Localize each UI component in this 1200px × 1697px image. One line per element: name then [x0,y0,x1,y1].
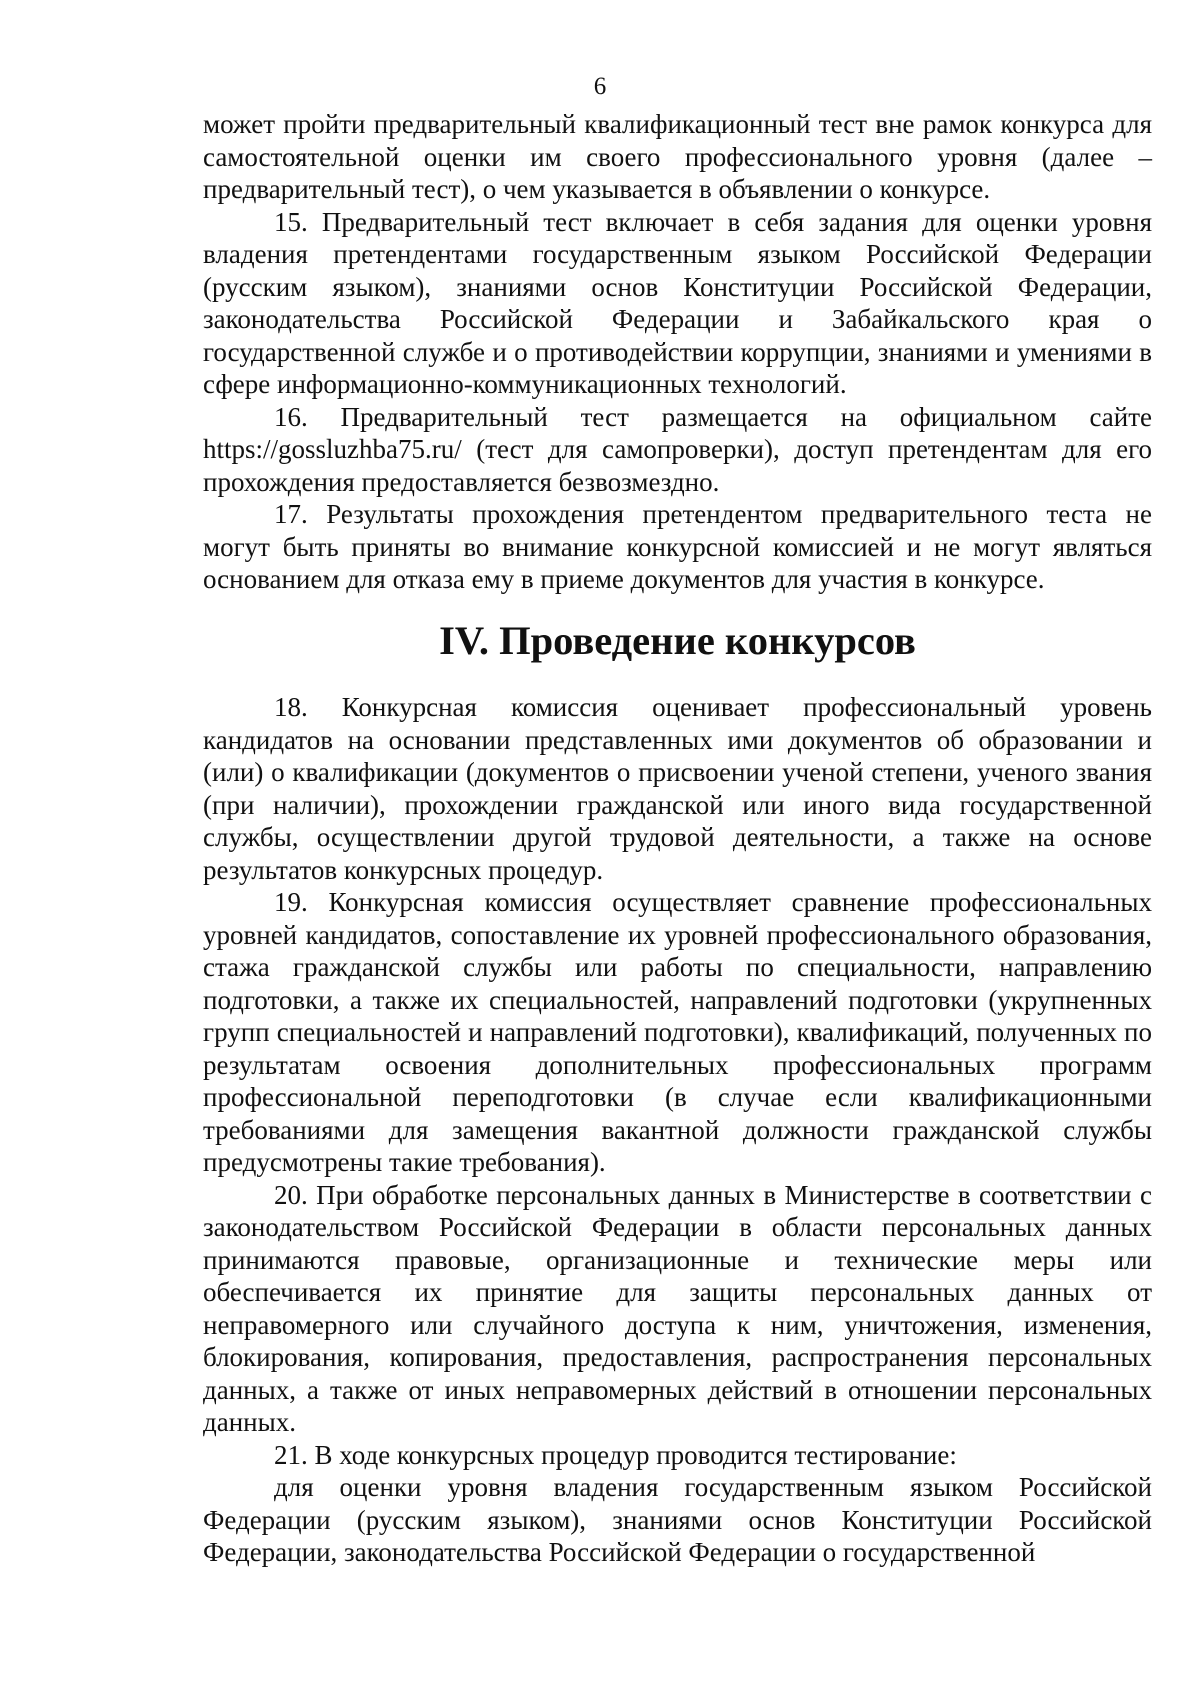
paragraph-continuation: может пройти предварительный квалификационный тест вне рамок конкурса для самостоятельной оценки им своего профессионального уровня (далее – предварительный тест), о чем указывается в объявлении о конкурсе. [203,109,1152,204]
paragraph-16: 16. Предварительный тест размещается на официальном сайте https://gossluzhba75.ru/ (тест для самопроверки), доступ претендентам для его прохождения предоставляется безвозмездно. [203,401,1152,497]
paragraph-21: 21. В ходе конкурсных процедур проводится тестирование: [274,1439,957,1470]
paragraph-17: 17. Результаты прохождения претендентом предварительного теста не могут быть приняты во внимание конкурсной комиссией и не могут являться основанием для отказа ему в приеме документов для участия в конкурсе. [203,499,1152,594]
paragraph-18: 18. Конкурсная комиссия оценивает профессиональный уровень кандидатов на основании представленных ими документов об образовании и (или) о квалификации (документов о присвоении ученой степени, ученого звания (при наличии), прохождении гражданской или иного вида государственной службы, осуществлении другой трудовой деятельности, а также на основе результатов конкурсных процедур. [203,692,1152,885]
paragraph-20: 20. При обработке персональных данных в Министерстве в соответствии с законодательством Российской Федерации в области персональных данных принимаются правовые, организационные и технические меры или обеспечивается их принятие для защиты персональных данных от неправомерного или случайного доступа к ним, уничтожения, изменения, блокирования, копирования, предоставления, распространения персональных данных, а также от иных неправомерных действий в отношении персональных данных. [203,1179,1152,1437]
paragraph-19: 19. Конкурсная комиссия осуществляет сравнение профессиональных уровней кандидатов, сопоставление их уровней профессионального образования, стажа гражданской службы или работы по специальности, направлению подготовки, а также их специальностей, направлений подготовки (укрупненных групп специальностей и направлений подготовки), квалификаций, полученных по результатам освоения дополнительных профессиональных программ профессиональной переподготовки (в случае если квалификационными требованиями для замещения вакантной должности гражданской службы предусмотрены такие требования). [203,887,1152,1177]
document-body [203,108,1152,1569]
paragraph-21-item: для оценки уровня владения государственным языком Российской Федерации (русским языком), знаниями основ Конституции Российской Федерации, законодательства Российской Федерации о государственной [203,1472,1152,1567]
paragraph-15: 15. Предварительный тест включает в себя задания для оценки уровня владения претендентами государственным языком Российской Федерации (русским языком), знаниями основ Конституции Российской Федерации, законодательства Российской Федерации и Забайкальского края о государственной службе и о противодействии коррупции, знаниями и умениями в сфере информационно-коммуникационных технологий. [203,206,1152,399]
section-heading: IV. Проведение конкурсов [439,617,916,663]
page-number: 6 [593,73,607,100]
